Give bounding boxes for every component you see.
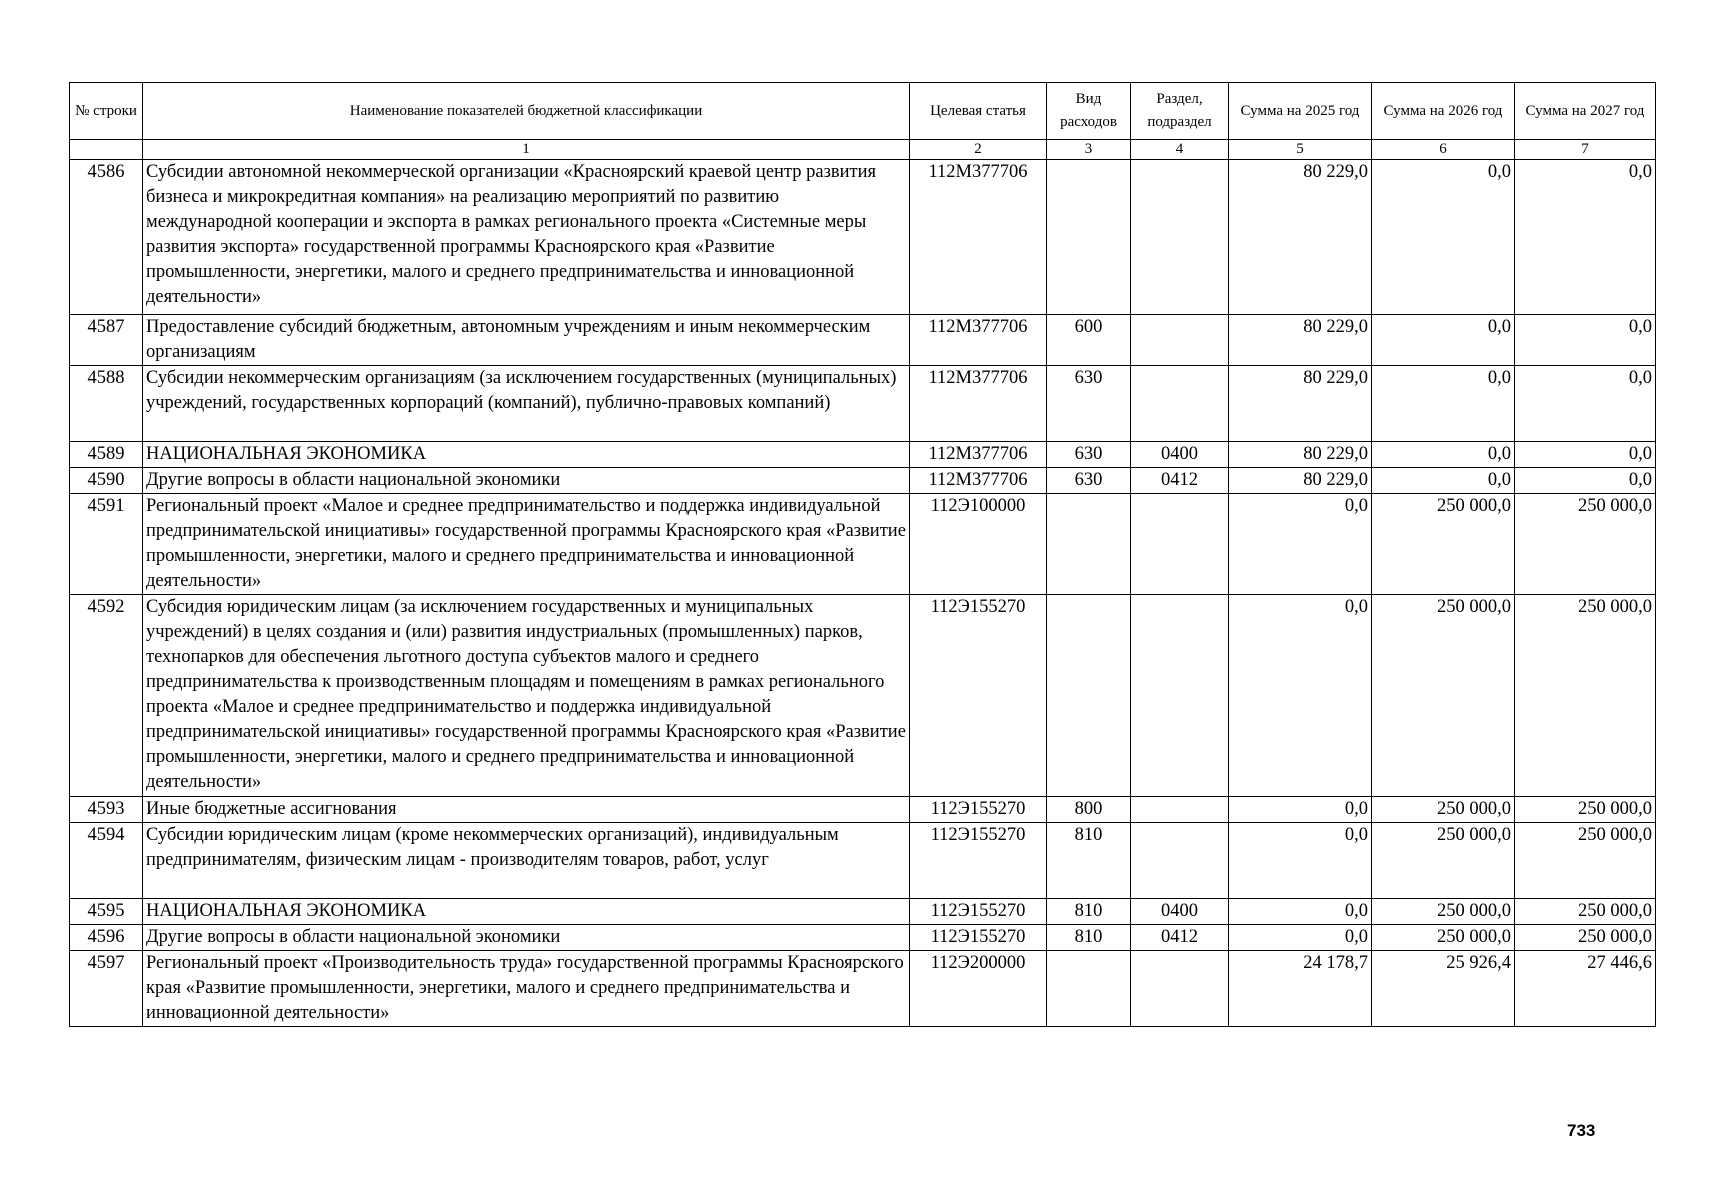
- row-sum-2025: 0,0: [1229, 925, 1372, 951]
- table-row: [70, 899, 1656, 925]
- table-row: [70, 160, 1656, 315]
- row-target: 112Э155270: [910, 797, 1047, 823]
- row-sum-2025: 0,0: [1229, 899, 1372, 925]
- row-expense-type: 630: [1047, 366, 1131, 442]
- table-row: [70, 925, 1656, 951]
- row-name: Субсидии юридическим лицам (кроме некоммерческих организаций), индивидуальным предпринимателям, физическим лицам - производителям товаров, работ, услуг: [143, 823, 910, 899]
- row-name: НАЦИОНАЛЬНАЯ ЭКОНОМИКА: [143, 899, 910, 925]
- row-name: Субсидии автономной некоммерческой организации «Красноярский краевой центр развития бизнеса и микрокредитная компания» на реализацию мероприятий по развитию международной кооперации и экспорта в рамках регионального проекта «Системные меры развития экспорта» государственной программы Красноярского края «Развитие промышленности, энергетики, малого и среднего предпринимательства и инновационной деятельности»: [143, 160, 910, 315]
- table-row: [70, 797, 1656, 823]
- row-section: 0400: [1131, 899, 1229, 925]
- row-sum-2027: 27 446,6: [1515, 951, 1656, 1027]
- row-section: [1131, 315, 1229, 366]
- row-sum-2027: 250 000,0: [1515, 823, 1656, 899]
- column-number: 7: [1515, 140, 1656, 160]
- row-sum-2027: 0,0: [1515, 442, 1656, 468]
- table-row: [70, 494, 1656, 595]
- row-target: 112Э155270: [910, 595, 1047, 797]
- row-sum-2026: 0,0: [1372, 315, 1515, 366]
- header-name: Наименование показателей бюджетной классификации: [143, 83, 910, 140]
- row-name: НАЦИОНАЛЬНАЯ ЭКОНОМИКА: [143, 442, 910, 468]
- row-sum-2025: 0,0: [1229, 823, 1372, 899]
- table-row: [70, 595, 1656, 797]
- row-sum-2026: 0,0: [1372, 468, 1515, 494]
- column-number-row: [70, 140, 1656, 160]
- header-row-no: № строки: [70, 83, 143, 140]
- row-target: 112Э155270: [910, 823, 1047, 899]
- row-sum-2027: 0,0: [1515, 315, 1656, 366]
- row-sum-2025: 80 229,0: [1229, 160, 1372, 315]
- row-expense-type: [1047, 595, 1131, 797]
- table-row: [70, 315, 1656, 366]
- row-number: 4592: [70, 595, 143, 797]
- row-expense-type: 810: [1047, 823, 1131, 899]
- row-sum-2026: 0,0: [1372, 442, 1515, 468]
- table-row: [70, 823, 1656, 899]
- budget-classification-table: [69, 82, 1656, 1027]
- row-sum-2026: 250 000,0: [1372, 797, 1515, 823]
- row-target: 112М377706: [910, 442, 1047, 468]
- row-sum-2025: 80 229,0: [1229, 366, 1372, 442]
- column-number: 3: [1047, 140, 1131, 160]
- row-number: 4595: [70, 899, 143, 925]
- column-number: 6: [1372, 140, 1515, 160]
- row-section: 0400: [1131, 442, 1229, 468]
- row-number: 4586: [70, 160, 143, 315]
- row-number: 4587: [70, 315, 143, 366]
- row-sum-2027: 0,0: [1515, 366, 1656, 442]
- row-name: Региональный проект «Производительность труда» государственной программы Красноярского края «Развитие промышленности, энергетики, малого и среднего предпринимательства и инновационной деятельности»: [143, 951, 910, 1027]
- row-sum-2027: 250 000,0: [1515, 595, 1656, 797]
- row-sum-2026: 0,0: [1372, 160, 1515, 315]
- row-expense-type: [1047, 160, 1131, 315]
- row-name: Другие вопросы в области национальной экономики: [143, 468, 910, 494]
- row-number: 4590: [70, 468, 143, 494]
- row-section: [1131, 595, 1229, 797]
- row-section: [1131, 951, 1229, 1027]
- row-sum-2026: 250 000,0: [1372, 823, 1515, 899]
- header-sum-2026: Сумма на 2026 год: [1372, 83, 1515, 140]
- row-target: 112Э155270: [910, 925, 1047, 951]
- row-expense-type: 800: [1047, 797, 1131, 823]
- row-target: 112М377706: [910, 160, 1047, 315]
- header-sum-2025: Сумма на 2025 год: [1229, 83, 1372, 140]
- row-name: Субсидия юридическим лицам (за исключением государственных и муниципальных учреждений) в целях создания и (или) развития индустриальных (промышленных) парков, технопарков для обеспечения льготного доступа субъектов малого и среднего предпринимательства к производственным площадям и помещениям в рамках регионального проекта «Малое и среднее предпринимательство и поддержка индивидуальной предпринимательской инициативы» государственной программы Красноярского края «Развитие промышленности, энергетики, малого и среднего предпринимательства и инновационной деятельности»: [143, 595, 910, 797]
- table-row: [70, 366, 1656, 442]
- row-name: Региональный проект «Малое и среднее предпринимательство и поддержка индивидуальной предпринимательской инициативы» государственной программы Красноярского края «Развитие промышленности, энергетики, малого и среднего предпринимательства и инновационной деятельности»: [143, 494, 910, 595]
- row-expense-type: 810: [1047, 899, 1131, 925]
- row-expense-type: 630: [1047, 468, 1131, 494]
- row-sum-2025: 24 178,7: [1229, 951, 1372, 1027]
- row-sum-2027: 250 000,0: [1515, 797, 1656, 823]
- row-section: [1131, 366, 1229, 442]
- row-sum-2025: 80 229,0: [1229, 468, 1372, 494]
- row-target: 112Э155270: [910, 899, 1047, 925]
- row-target: 112Э100000: [910, 494, 1047, 595]
- row-name: Иные бюджетные ассигнования: [143, 797, 910, 823]
- row-sum-2025: 0,0: [1229, 595, 1372, 797]
- row-name: Предоставление субсидий бюджетным, автономным учреждениям и иным некоммерческим организациям: [143, 315, 910, 366]
- header-expense-type: Вид расходов: [1047, 83, 1131, 140]
- header-sum-2027: Сумма на 2027 год: [1515, 83, 1656, 140]
- header-section: Раздел, подраздел: [1131, 83, 1229, 140]
- row-sum-2027: 250 000,0: [1515, 899, 1656, 925]
- row-section: [1131, 823, 1229, 899]
- header-target: Целевая статья: [910, 83, 1047, 140]
- row-sum-2025: 0,0: [1229, 494, 1372, 595]
- header-row: [70, 83, 1656, 140]
- row-sum-2026: 0,0: [1372, 366, 1515, 442]
- row-expense-type: [1047, 951, 1131, 1027]
- column-number: 4: [1131, 140, 1229, 160]
- row-sum-2027: 250 000,0: [1515, 494, 1656, 595]
- row-sum-2025: 80 229,0: [1229, 442, 1372, 468]
- row-section: 0412: [1131, 925, 1229, 951]
- row-section: [1131, 797, 1229, 823]
- row-number: 4588: [70, 366, 143, 442]
- row-expense-type: 810: [1047, 925, 1131, 951]
- row-target: 112М377706: [910, 366, 1047, 442]
- row-expense-type: 630: [1047, 442, 1131, 468]
- column-number: 2: [910, 140, 1047, 160]
- row-number: 4596: [70, 925, 143, 951]
- row-sum-2025: 80 229,0: [1229, 315, 1372, 366]
- row-sum-2026: 250 000,0: [1372, 595, 1515, 797]
- row-section: 0412: [1131, 468, 1229, 494]
- row-number: 4589: [70, 442, 143, 468]
- row-target: 112М377706: [910, 468, 1047, 494]
- row-sum-2026: 250 000,0: [1372, 494, 1515, 595]
- table-row: [70, 951, 1656, 1027]
- table-row: [70, 468, 1656, 494]
- row-section: [1131, 160, 1229, 315]
- table-row: [70, 442, 1656, 468]
- row-number: 4594: [70, 823, 143, 899]
- row-sum-2027: 0,0: [1515, 160, 1656, 315]
- row-sum-2025: 0,0: [1229, 797, 1372, 823]
- row-number: 4593: [70, 797, 143, 823]
- row-name: Другие вопросы в области национальной экономики: [143, 925, 910, 951]
- column-number: 1: [143, 140, 910, 160]
- row-sum-2026: 25 926,4: [1372, 951, 1515, 1027]
- page-number: 733: [1567, 1121, 1596, 1140]
- row-number: 4597: [70, 951, 143, 1027]
- row-target: 112М377706: [910, 315, 1047, 366]
- column-number: 5: [1229, 140, 1372, 160]
- row-expense-type: [1047, 494, 1131, 595]
- row-sum-2027: 0,0: [1515, 468, 1656, 494]
- row-sum-2026: 250 000,0: [1372, 899, 1515, 925]
- row-target: 112Э200000: [910, 951, 1047, 1027]
- row-sum-2026: 250 000,0: [1372, 925, 1515, 951]
- row-section: [1131, 494, 1229, 595]
- row-name: Субсидии некоммерческим организациям (за исключением государственных (муниципальных) учреждений, государственных корпораций (компаний), публично-правовых компаний): [143, 366, 910, 442]
- row-sum-2027: 250 000,0: [1515, 925, 1656, 951]
- row-number: 4591: [70, 494, 143, 595]
- row-expense-type: 600: [1047, 315, 1131, 366]
- column-number-blank: [70, 140, 143, 160]
